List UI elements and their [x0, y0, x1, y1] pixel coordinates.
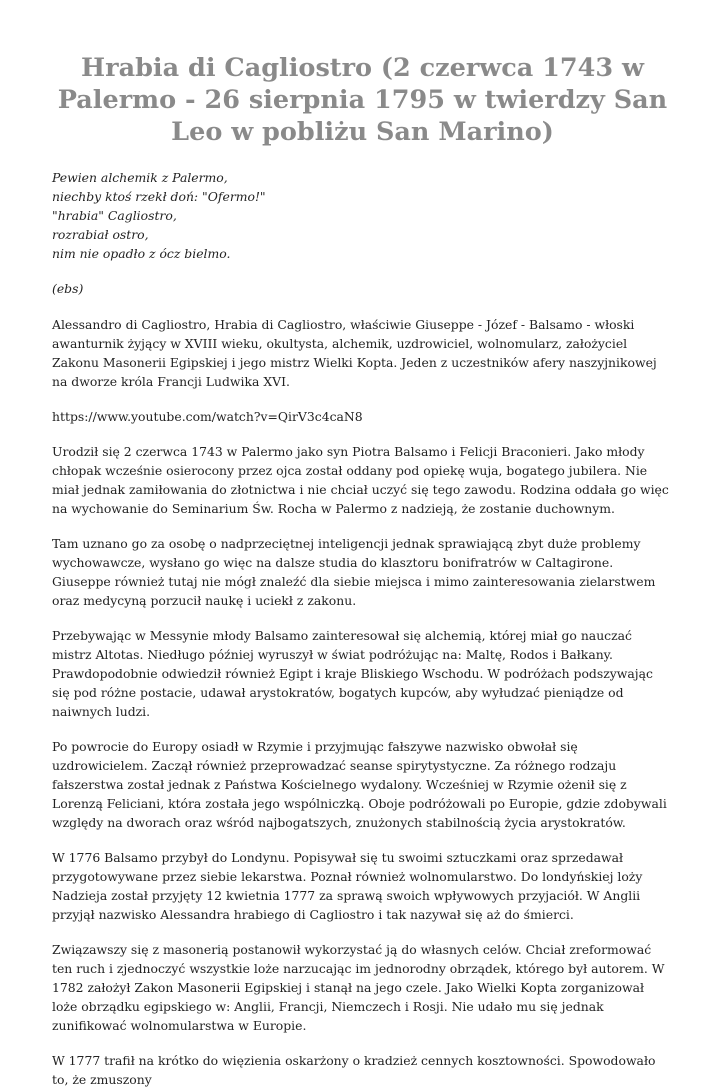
youtube-link[interactable]: https://www.youtube.com/watch?v=QirV3c4caN8 [52, 409, 363, 424]
paragraph-intro: Alessandro di Cagliostro, Hrabia di Cagliostro, właściwie Giuseppe - Józef - Balsamo - włoski awanturnik żyjący w XVIII wieku, okultysta, alchemik, uzdrowiciel, wolnomularz, założyciel Zakonu Masonerii Egipskiej i jego mistrz Wielki Kopta. Jeden z uczestników afery naszyjnikowej na dworze króla Francji Ludwika XVI. [52, 317, 657, 389]
poem-line: nim nie opadło z ócz bielmo. [52, 246, 231, 261]
poem [52, 168, 673, 263]
poem-line: "hrabia" Cagliostro, [52, 208, 177, 223]
paragraph-london: W 1776 Balsamo przybył do Londynu. Popisywał się tu swoimi sztuczkami oraz sprzedawał przygotowywane przez siebie lekarstwa. Poznał również wolnomularstwo. Do londyńskiej loży Nadzieja został przyjęty 12 kwietnia 1777 za sprawą swoich wpływowych przyjaciół. W Anglii przyjął nazwisko Alessandra hrabiego di Cagliostro i tak nazywał się aż do śmierci. [52, 850, 643, 922]
paragraph-travels: Przebywając w Messynie młody Balsamo zainteresował się alchemią, której miał go nauczać mistrz Altotas. Niedługo później wyruszył w świat podróżując na: Maltę, Rodos i Bałkany. Prawdopodobnie odwiedził również Egipt i kraje Bliskiego Wschodu. W podróżach podszywając się pod różne postacie, udawał arystokratów, bogatych kupców, aby wyłudzać pieniądze od naiwnych ludzi. [52, 628, 653, 719]
paragraph-masonry: Związawszy się z masonerią postanowił wykorzystać ją do własnych celów. Chciał zreformować ten ruch i zjednoczyć wszystkie loże narzucając im jednorodny obrządek, którego był autorem. W 1782 założył Zakon Masonerii Egipskiej i stanął na jego czele. Jako Wielki Kopta zorganizował loże obrządku egipskiego w: Anglii, Francji, Niemczech i Rosji. Nie udało mu się jednak zunifikować wolnomularstwa w Europie. [52, 942, 665, 1033]
document-title: Hrabia di Cagliostro (2 czerwca 1743 w Palermo - 26 sierpnia 1795 w twierdzy San Leo w pobliżu San Marino) [57, 53, 668, 147]
poem-line: Pewien alchemik z Palermo, [52, 170, 228, 185]
poem-author: (ebs) [52, 281, 84, 296]
paragraph-rome: Po powrocie do Europy osiadł w Rzymie i przyjmując fałszywe nazwisko obwołał się uzdrowicielem. Zaczął również przeprowadzać seanse spirytystyczne. Za różnego rodzaju fałszerstwa został jednak z Państwa Kościelnego wydalony. Wcześniej w Rzymie ożenił się z Lorenzą Feliciani, która została jego wspólniczką. Oboje podróżowali po Europie, gdzie zdobywali względy na dworach oraz wśród najbogatszych, znużonych stabilnością życia arystokratów. [52, 739, 667, 830]
poem-line: rozrabiał ostro, [52, 227, 149, 242]
paragraph-childhood: Urodził się 2 czerwca 1743 w Palermo jako syn Piotra Balsamo i Felicji Braconieri. Jako młody chłopak wcześnie osierocony przez ojca został oddany pod opiekę wuja, bogatego jubilera. Nie miał jednak zamiłowania do złotnictwa i nie chciał uczyć się tego zawodu. Rodzina oddała go więc na wychowanie do Seminarium Św. Rocha w Palermo z nadzieją, że zostanie duchownym. [52, 444, 669, 516]
paragraph-prison: W 1777 trafił na krótko do więzienia oskarżony o kradzież cennych kosztowności. Spowodowało to, że zmuszony [52, 1053, 656, 1087]
poem-line: niechby ktoś rzekł doń: "Ofermo!" [52, 189, 266, 204]
paragraph-studies: Tam uznano go za osobę o nadprzeciętnej inteligencji jednak sprawiającą zbyt duże problemy wychowawcze, wysłano go więc na dalsze studia do klasztoru bonifratrów w Caltagirone. Giuseppe również tutaj nie mógł znaleźć dla siebie miejsca i mimo zainteresowania zielarstwem oraz medycyną porzucił naukę i uciekł z zakonu. [52, 536, 656, 608]
